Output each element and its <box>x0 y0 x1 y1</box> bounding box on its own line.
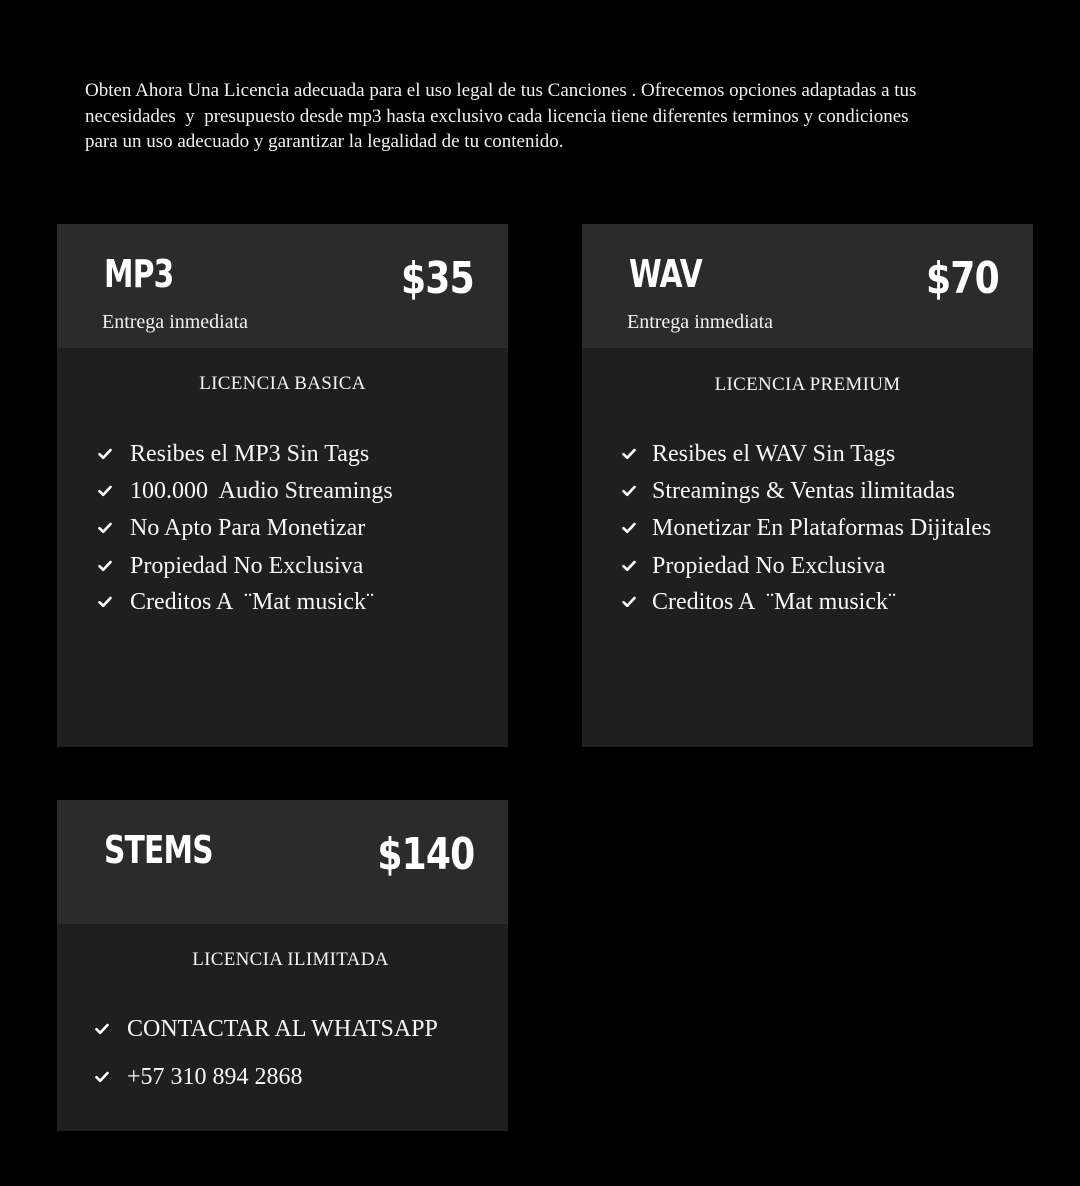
check-icon <box>98 596 112 608</box>
card-subtitle: Entrega inmediata <box>102 311 249 333</box>
card-price: $35 <box>401 253 474 304</box>
license-title: LICENCIA PREMIUM <box>714 374 901 395</box>
feature-label: Creditos A ¨Mat musick¨ <box>652 589 896 615</box>
card-name: MP3 <box>104 252 174 296</box>
check-icon <box>622 448 636 460</box>
check-icon <box>98 560 112 572</box>
feature-label: Resibes el MP3 Sin Tags <box>130 441 370 467</box>
feature-label: Resibes el WAV Sin Tags <box>652 441 896 467</box>
check-icon <box>622 596 636 608</box>
card-header <box>57 800 508 924</box>
license-card-wav[interactable] <box>582 224 1033 747</box>
intro-line-2: necesidades y presupuesto desde mp3 hasta exclusivo cada licencia tiene diferentes terminos y condiciones <box>85 105 909 127</box>
check-icon <box>98 448 112 460</box>
check-icon <box>98 522 112 534</box>
check-icon <box>622 560 636 572</box>
license-title: LICENCIA ILIMITADA <box>192 949 389 970</box>
card-subtitle: Entrega inmediata <box>627 311 774 333</box>
whatsapp-contact-label: CONTACTAR AL WHATSAPP <box>127 1016 438 1042</box>
feature-label: Propiedad No Exclusiva <box>130 553 364 579</box>
card-header <box>582 224 1033 348</box>
intro-line-1: Obten Ahora Una Licencia adecuada para el uso legal de tus Canciones . Ofrecemos opciones adaptadas a tus <box>85 80 917 101</box>
card-name: STEMS <box>104 828 213 872</box>
feature-label: 100.000 Audio Streamings <box>130 478 393 504</box>
check-icon <box>95 1023 109 1035</box>
check-icon <box>95 1071 109 1083</box>
check-icon <box>98 485 112 497</box>
card-name: WAV <box>629 252 702 296</box>
check-icon <box>622 485 636 497</box>
card-price: $70 <box>926 253 999 304</box>
license-card-stems[interactable] <box>57 800 508 1131</box>
intro-line-3: para un uso adecuado y garantizar la legalidad de tu contenido. <box>85 131 564 152</box>
feature-label: Streamings & Ventas ilimitadas <box>652 478 955 504</box>
feature-label: No Apto Para Monetizar <box>130 515 366 541</box>
check-icon <box>622 522 636 534</box>
card-header <box>57 224 508 348</box>
feature-label: Propiedad No Exclusiva <box>652 553 886 579</box>
intro-text <box>85 78 1005 155</box>
license-title: LICENCIA BASICA <box>199 373 366 394</box>
license-card-mp3[interactable] <box>57 224 508 747</box>
feature-label: Monetizar En Plataformas Dijitales <box>652 515 992 541</box>
feature-label: Creditos A ¨Mat musick¨ <box>130 589 374 615</box>
card-price: $140 <box>376 829 474 880</box>
phone-number[interactable]: +57 310 894 2868 <box>127 1064 303 1090</box>
